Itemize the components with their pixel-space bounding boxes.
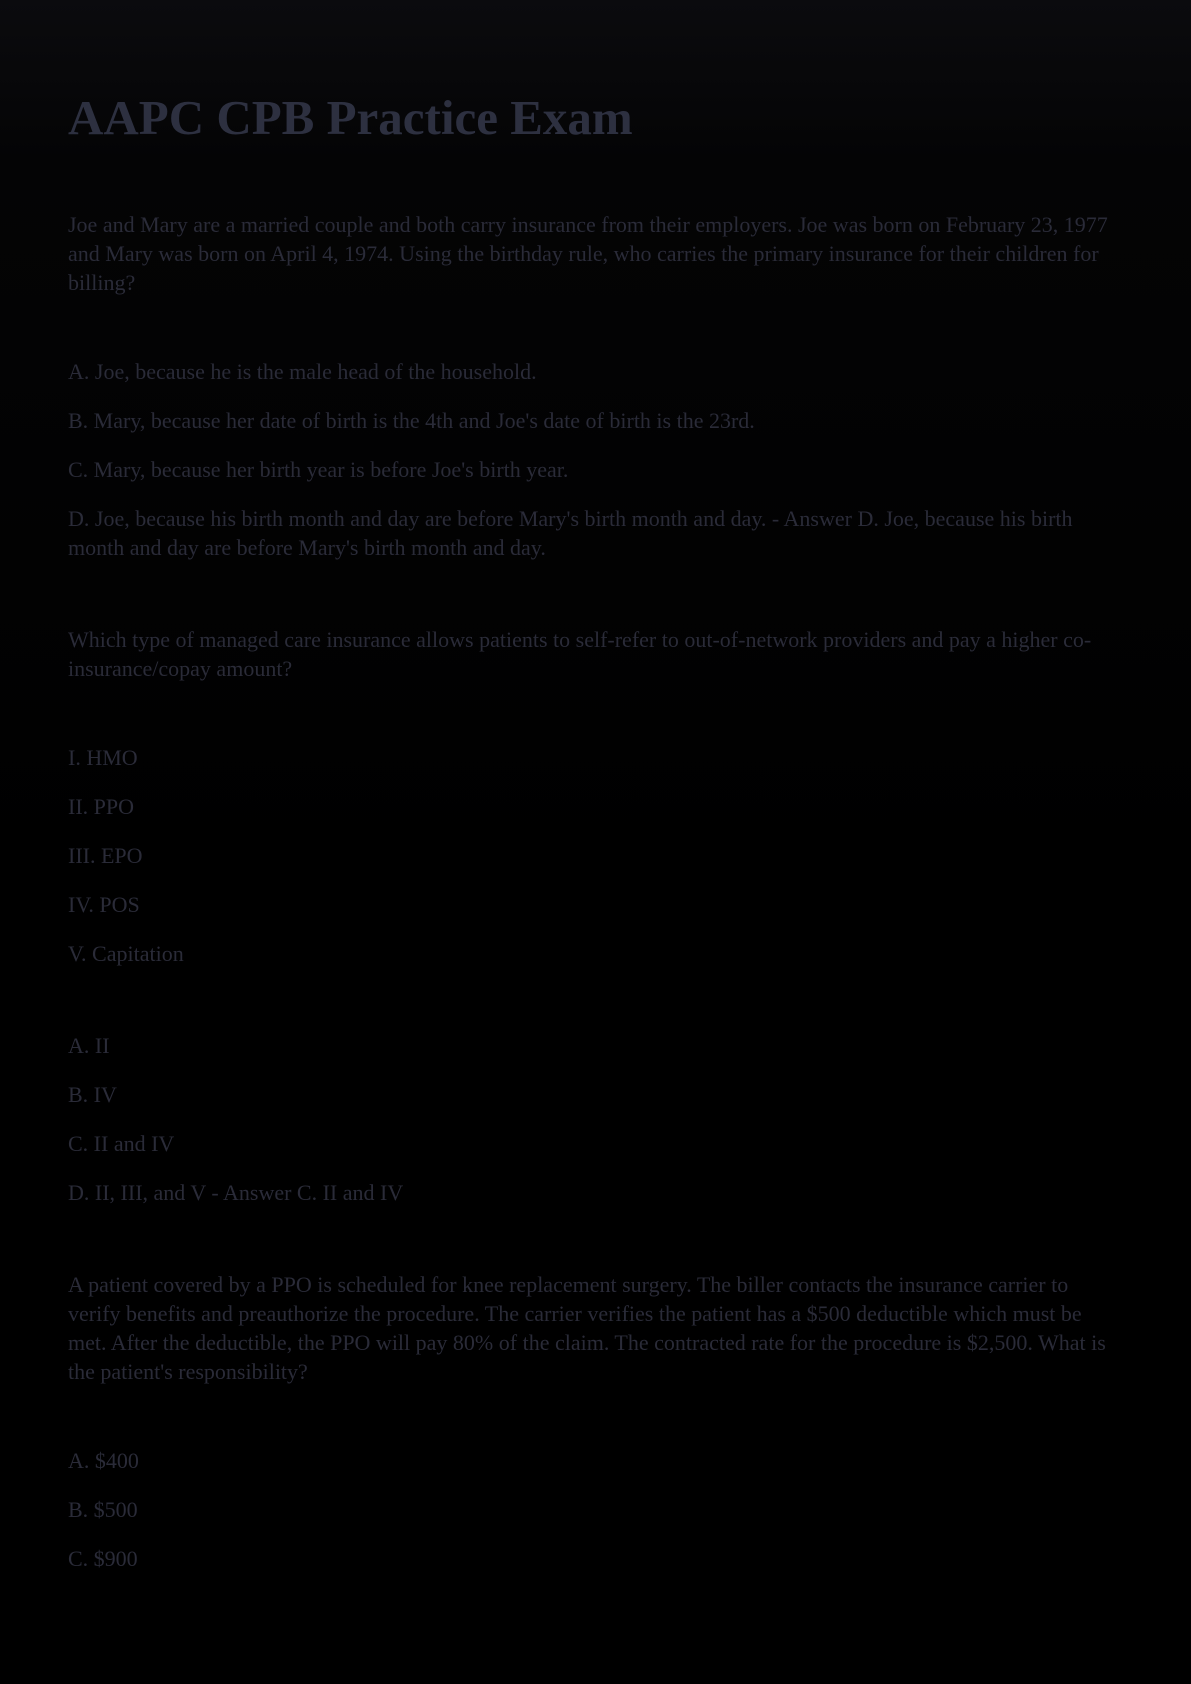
question-3-option-b: B. $500 (68, 1497, 138, 1522)
question-2-option-b: B. IV (68, 1082, 117, 1107)
question-1-option-a: A. Joe, because he is the male head of the household. (68, 359, 537, 384)
question-2-item-4: IV. POS (68, 892, 140, 917)
question-2-option-a: A. II (68, 1033, 110, 1058)
question-3-option-a: A. $400 (68, 1448, 139, 1473)
question-2-item-3: III. EPO (68, 843, 143, 868)
question-3-option-c: C. $900 (68, 1546, 138, 1571)
question-1-text: Joe and Mary are a married couple and both carry insurance from their employers. Joe was born on February 23, 1977 and Mary was born on April 4, 1974. Using the birthday rule, who carries the primary insurance for their children for billing? (68, 212, 1108, 295)
question-1-option-d: D. Joe, because his birth month and day are before Mary's birth month and day. - Answer D. Joe, because his birth month and day are before Mary's birth month and day. (68, 506, 1073, 560)
question-2-item-5: V. Capitation (68, 941, 184, 966)
question-2-text: Which type of managed care insurance allows patients to self-refer to out-of-network providers and pay a higher co-insurance/copay amount? (68, 627, 1092, 681)
question-2-item-1: I. HMO (68, 745, 138, 770)
question-3-text: A patient covered by a PPO is scheduled for knee replacement surgery. The biller contacts the insurance carrier to verify benefits and preauthorize the procedure. The carrier verifies the patient has a $500 deductible which must be met. After the deductible, the PPO will pay 80% of the claim. The contracted rate for the procedure is $2,500. What is the patient's responsibility? (68, 1272, 1106, 1384)
question-1-option-b: B. Mary, because her date of birth is the 4th and Joe's date of birth is the 23rd. (68, 408, 755, 433)
question-2-option-d: D. II, III, and V - Answer C. II and IV (68, 1180, 404, 1205)
question-2-item-2: II. PPO (68, 794, 135, 819)
question-1-option-c: C. Mary, because her birth year is before Joe's birth year. (68, 457, 569, 482)
question-2-option-c: C. II and IV (68, 1131, 175, 1156)
page-title: AAPC CPB Practice Exam (68, 90, 633, 145)
